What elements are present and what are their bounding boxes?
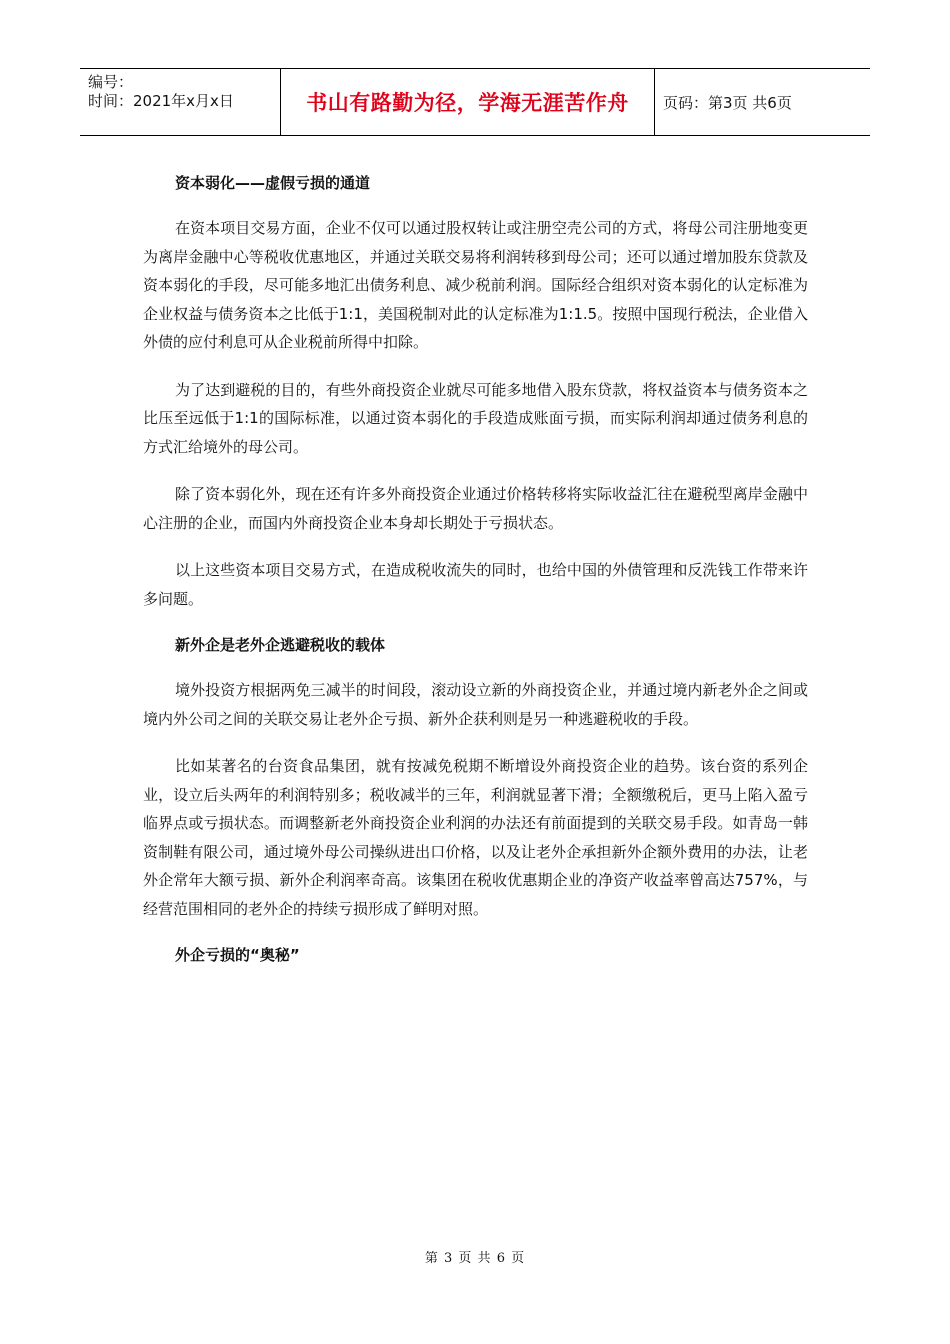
section [143,170,808,613]
document-header [80,68,870,136]
header-meta [80,69,281,135]
paragraph: 在资本项目交易方面，企业不仅可以通过股权转让或注册空壳公司的方式，将母公司注册地变更为离岸金融中心等税收优惠地区，并通过关联交易将利润转移到母公司；还可以通过增加股东贷款及资本弱化的手段，尽可能多地汇出债务利息、减少税前利润。国际经合组织对资本弱化的认定标准为企业权益与债务资本之比低于1:1，美国税制对此的认定标准为1:1.5。按照中国现行税法，企业借入外债的应付利息可从企业税前所得中扣除。 [143,219,808,351]
section-heading: 资本弱化——虚假亏损的通道 [175,174,371,192]
paragraph: 比如某著名的台资食品集团，就有按减免税期不断增设外商投资企业的趋势。该台资的系列企业，设立后头两年的利润特别多；税收减半的三年，利润就显著下滑；全额缴税后，更马上陷入盈亏临界点或亏损状态。而调整新老外商投资企业利润的办法还有前面提到的关联交易手段。如青岛一韩资制鞋有限公司，通过境外母公司操纵进出口价格，以及让老外企承担新外企额外费用的办法，让老外企常年大额亏损、新外企利润率奇高。该集团在税收优惠期企业的净资产收益率曾高达757%，与经营范围相同的老外企的持续亏损形成了鲜明对照。 [143,757,808,918]
paragraph: 以上这些资本项目交易方式，在造成税收流失的同时，也给中国的外债管理和反洗钱工作带来许多问题。 [143,561,808,608]
header-time: 时间：2021年x月x日 [88,92,234,110]
header-page-number: 页码：第3页 共6页 [663,93,792,112]
paragraph: 除了资本弱化外，现在还有许多外商投资企业通过价格转移将实际收益汇往在避税型离岸金融中心注册的企业，而国内外商投资企业本身却长期处于亏损状态。 [143,485,808,532]
section-heading: 外企亏损的“奥秘” [175,946,300,964]
paragraph: 为了达到避税的目的，有些外商投资企业就尽可能多地借入股东贷款，将权益资本与债务资本之比压至远低于1:1的国际标准，以通过资本弱化的手段造成账面亏损，而实际利润却通过债务利息的方式汇给境外的母公司。 [143,380,808,456]
section-heading: 新外企是老外企逃避税收的载体 [175,636,386,654]
header-motto-cell [281,69,655,135]
section [143,632,808,923]
document-body [143,170,808,986]
page-footer: 第 3 页 共 6 页 [424,1251,526,1266]
paragraph: 境外投资方根据两免三减半的时间段，滚动设立新的外商投资企业，并通过境内新老外企之间或境内外公司之间的关联交易让老外企亏损、新外企获利则是另一种逃避税收的手段。 [143,681,808,728]
section [143,942,808,968]
header-page-cell [655,69,870,135]
header-motto: 书山有路勤为径，学海无涯苦作舟 [306,91,629,115]
header-number: 编号： [88,73,134,91]
